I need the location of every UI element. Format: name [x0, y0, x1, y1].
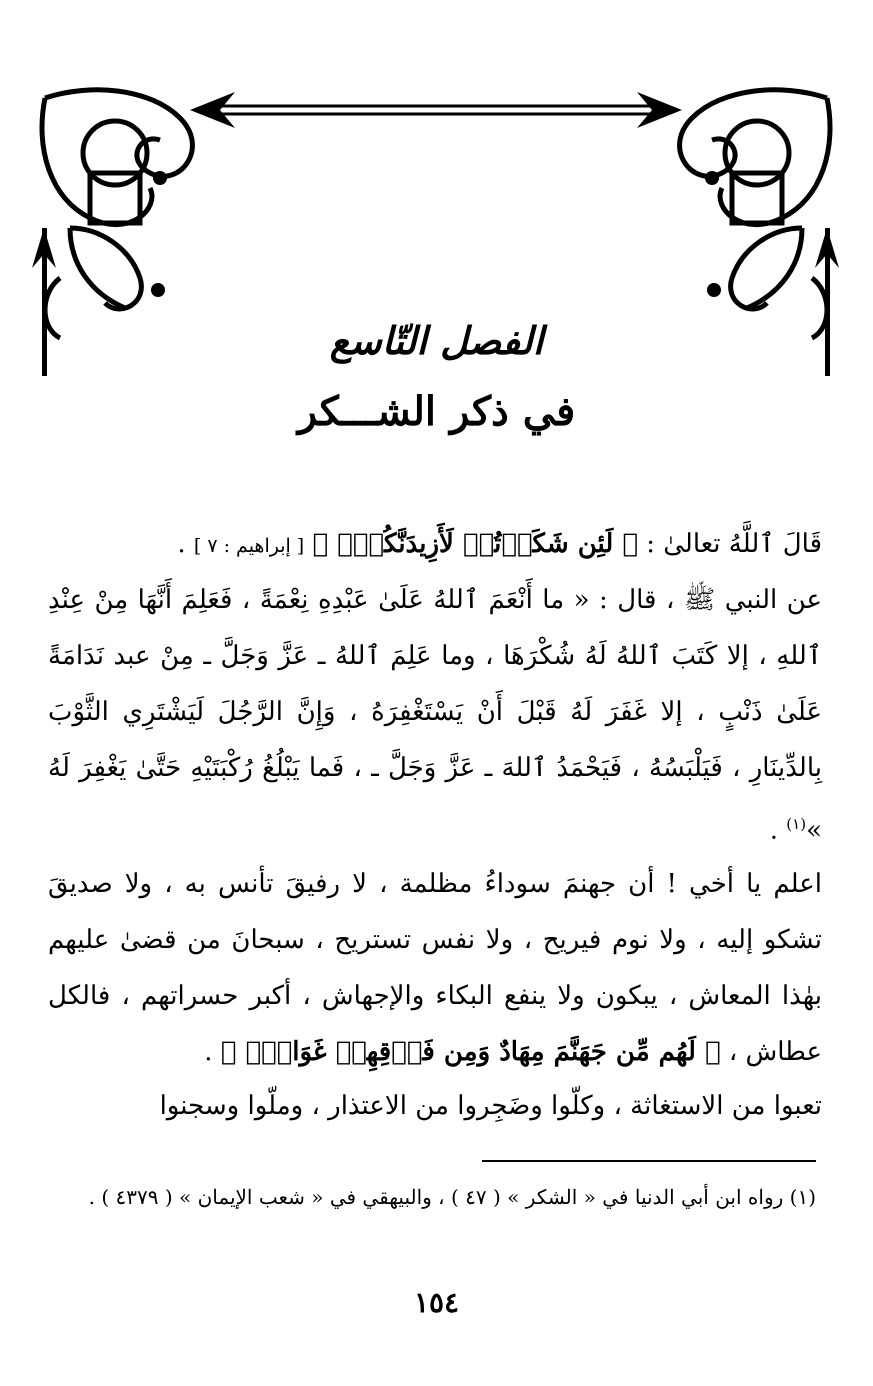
right-corner-ornament	[680, 90, 830, 338]
quote-intro: قَالَ ٱللَّهُ تعالىٰ :	[646, 529, 822, 559]
footnote-reference: (١)	[786, 815, 807, 833]
chapter-label: الفصل التّاسع	[329, 318, 544, 363]
hell-paragraph	[48, 856, 822, 1080]
footnote-marker: (١)	[789, 1185, 816, 1209]
hadith-end: .	[769, 815, 779, 846]
quote-reference: [ إبراهيم : ٧ ]	[193, 535, 305, 557]
footnote	[52, 1180, 816, 1214]
last-paragraph: تعبوا من الاستغاثة ، وكلّوا وضَجِروا من الاعتذار ، وملّوا وسجنوا	[159, 1091, 822, 1121]
hell-verse: ﴿ لَهُم مِّن جَهَنَّمَ مِهَادٌ وَمِن فَوۡقِهِمۡ غَوَاشٖۚ ﴾	[220, 1037, 721, 1067]
hell-end: .	[204, 1037, 213, 1067]
quote-verse: ﴿ لَئِن شَكَرۡتُمۡ لَأَزِيدَنَّكُمۡۖ ﴾	[312, 529, 638, 559]
quran-quote	[48, 516, 822, 574]
quote-end: .	[177, 529, 186, 559]
footnote-text: رواه ابن أبي الدنيا في « الشكر » ( ٤٧ ) ، والبيهقي في « شعب الإيمان » ( ٤٣٧٩ ) .	[88, 1185, 784, 1209]
hadith-paragraph	[48, 572, 822, 859]
hell-text: اعلم يا أخي ! أن جهنمَ سوداءُ مظلمة ، لا رفيقَ تأنس به ، ولا صديقَ تشكو إليه ، ولا نوم فيريح ، ولا نفس تستريح ، سبحانَ من قضىٰ عليهم بهٰذا المعاش ، يبكون ولا ينفع البكاء والإجهاش ، أكبر حسراتهم ، فالكل عطاش ،	[48, 869, 822, 1067]
hadith-text: عن النبي ﷺ ، قال : « ما أَنْعَمَ ٱللهُ عَلَىٰ عَبْدِهِ نِعْمَةً ، فَعَلِمَ أَنَّهَا مِنْ عِنْدِ ٱللهِ ، إلا كَتَبَ ٱللهُ لَهُ شُكْرَهَا ، وما عَلِمَ ٱللهُ ـ عَزَّ وَجَلَّ ـ مِنْ عبد نَدَامَةً عَلَىٰ ذَنْبٍ ، إلا غَفَرَ لَهُ قَبْلَ أَنْ يَسْتَغْفِرَهُ ، وَإِنَّ الرَّجُلَ لَيَشْتَرِي الثَّوْبَ بِالدِّينَارِ ، فَيَلْبَسُهُ ، فَيَحْمَدُ ٱللهَ ـ عَزَّ وَجَلَّ ـ ، فَما يَبْلُغُ رُكْبَتَيْهِ حَتَّىٰ يَغْفِرَ لَهُ »	[48, 585, 822, 846]
chapter-title: في ذكر الشـــكر	[297, 388, 576, 435]
page-number: ١٥٤	[413, 1286, 460, 1319]
left-corner-ornament	[42, 90, 192, 338]
footnote-divider	[482, 1160, 816, 1162]
